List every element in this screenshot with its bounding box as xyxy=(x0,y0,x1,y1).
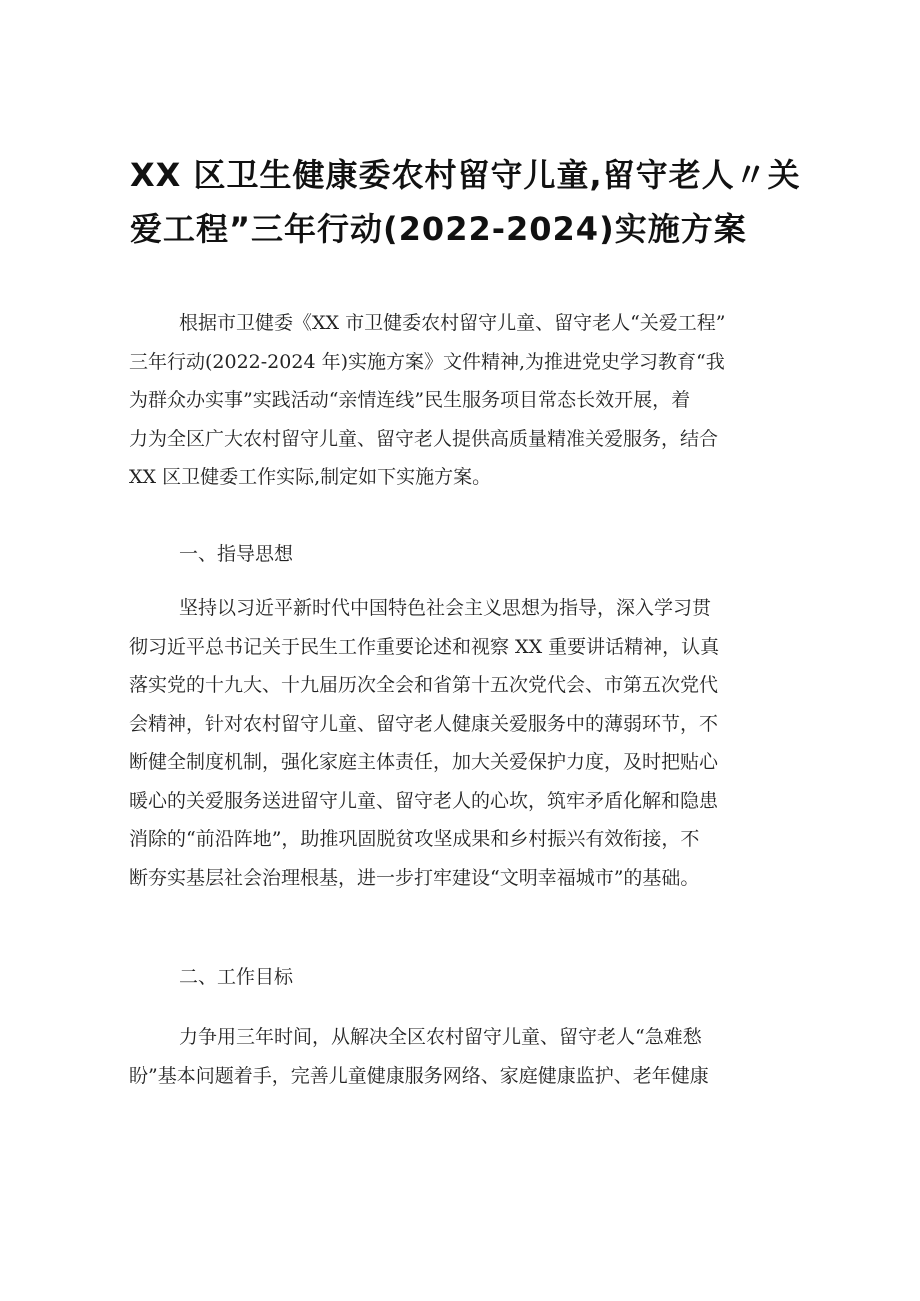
paragraph-line: 暖心的关爱服务送进留守儿童、留守老人的心坎，筑牢矛盾化解和隐患 xyxy=(129,789,719,812)
section-heading-text: 二、工作目标 xyxy=(179,966,294,988)
paragraph-line: 彻习近平总书记关于民生工作重要论述和视察 XX 重要讲话精神，认真 xyxy=(129,635,720,658)
paragraph-line: 断健全制度机制，强化家庭主体责任，加大关爱保护力度，及时把贴心 xyxy=(129,751,719,773)
paragraph-line: 力为全区广大农村留守儿童、留守老人提供高质量精准关爱服务，结合 xyxy=(129,427,719,450)
section-heading-guiding-principle xyxy=(129,535,809,574)
paragraph-line: 断夯实基层社会治理根基，进一步打牢建设“文明幸福城市”的基础。 xyxy=(129,866,700,889)
document-title xyxy=(130,148,810,256)
paragraph-line: 根据市卫健委《XX 市卫健委农村留守儿童、留守老人“关爱工程” xyxy=(179,312,726,334)
section-heading-text: 一、指导思想 xyxy=(179,543,294,565)
title-line-1: XX 区卫生健康委农村留守儿童,留守老人〃关 xyxy=(130,156,801,194)
paragraph-line: 力争用三年时间，从解决全区农村留守儿童、留守老人“急难愁 xyxy=(179,1026,702,1048)
paragraph-line: 三年行动(2022-2024 年)实施方案》文件精神,为推进党史学习教育“我 xyxy=(129,350,725,373)
paragraph-line: 落实党的十九大、十九届历次全会和省第十五次党代会、市第五次党代 xyxy=(129,674,719,696)
guiding-principle-paragraph xyxy=(129,589,809,897)
paragraph-line: 盼”基本问题着手，完善儿童健康服务网络、家庭健康监护、老年健康 xyxy=(129,1064,709,1087)
paragraph-line: XX 区卫健委工作实际,制定如下实施方案。 xyxy=(129,466,492,488)
paragraph-line: 会精神，针对农村留守儿童、留守老人健康关爱服务中的薄弱环节，不 xyxy=(129,712,719,735)
intro-paragraph xyxy=(129,304,809,497)
title-line-2: 爱工程”三年行动(2022-2024)实施方案 xyxy=(130,210,747,248)
work-goals-paragraph xyxy=(129,1018,809,1095)
paragraph-line: 为群众办实事”实践活动“亲情连线”民生服务项目常态长效开展，着 xyxy=(129,389,691,411)
paragraph-line: 消除的“前沿阵地”，助推巩固脱贫攻坚成果和乡村振兴有效衔接，不 xyxy=(129,828,700,850)
section-heading-work-goals xyxy=(129,958,809,997)
paragraph-line: 坚持以习近平新时代中国特色社会主义思想为指导，深入学习贯 xyxy=(179,597,712,619)
